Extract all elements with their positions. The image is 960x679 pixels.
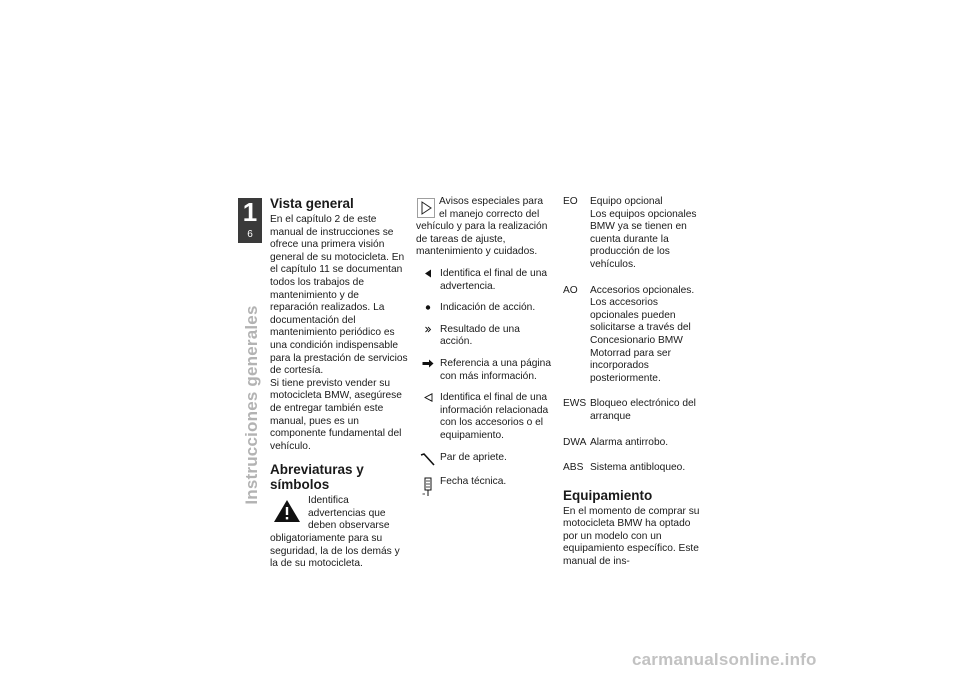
column-3 bbox=[563, 196, 705, 569]
column-2 bbox=[416, 196, 552, 506]
abbreviation-row bbox=[563, 285, 705, 386]
special-notice bbox=[416, 196, 552, 259]
abbreviation-row bbox=[563, 437, 705, 450]
abbreviation-key: DWA bbox=[563, 436, 587, 448]
symbol-description: Identifica el final de una información relacionada con los accesorios o el equipamiento. bbox=[440, 392, 549, 441]
chapter-side-title: Instrucciones generales bbox=[242, 305, 261, 505]
abbreviation-key: EWS bbox=[563, 398, 587, 410]
abbreviation-row bbox=[563, 462, 705, 475]
abbreviation-text: Bloqueo electrónico del arranque bbox=[590, 398, 696, 422]
page-number: 6 bbox=[247, 229, 253, 240]
symbol-description: Referencia a una página con más información. bbox=[440, 357, 552, 382]
abbreviation-row bbox=[563, 398, 705, 423]
chapter-tab bbox=[238, 198, 262, 243]
abbreviation-row bbox=[563, 196, 705, 272]
abbreviation-key: EO bbox=[563, 196, 578, 207]
technical-data-icon bbox=[416, 476, 440, 497]
end-of-accessory-icon bbox=[416, 392, 440, 442]
end-of-warning-icon bbox=[416, 268, 440, 293]
abbreviation-text: Alarma antirrobo. bbox=[590, 436, 669, 448]
heading-abbreviations: Abreviaturas y símbolos bbox=[270, 462, 364, 493]
abbreviation-key: AO bbox=[563, 284, 578, 296]
notice-triangle-icon bbox=[416, 197, 436, 219]
symbol-row bbox=[416, 324, 552, 349]
abbreviation-key: ABS bbox=[563, 462, 584, 474]
abbreviation-term: Equipo opcional Los equipos opcionales BMW ya se tienen en cuenta durante la producción de los vehículos. bbox=[590, 196, 697, 270]
heading-overview: Vista general bbox=[270, 196, 354, 211]
equipment-paragraph: En el momento de comprar su motocicleta BMW ha optado por un modelo con un equipamiento específico. Este manual de ins- bbox=[563, 505, 700, 568]
symbol-row bbox=[416, 358, 552, 383]
symbol-description: Fecha técnica. bbox=[440, 475, 507, 487]
result-icon bbox=[416, 324, 440, 349]
chapter-number: 1 bbox=[242, 197, 258, 227]
warning-text: Identifica advertencias que deben observarse obligatoriamente para su seguridad, la de los demás y la de su motocicleta. bbox=[270, 495, 400, 570]
symbol-description: Identifica el final de una advertencia. bbox=[440, 267, 548, 292]
symbol-row bbox=[416, 392, 552, 442]
symbol-row bbox=[416, 476, 552, 497]
symbol-description: Par de apriete. bbox=[440, 451, 507, 463]
overview-paragraph-2: Si tiene previsto vender su motocicleta BMW, asegúrese de entregar también este manual, pues es un componente fundamental del vehículo. bbox=[270, 377, 402, 452]
torque-wrench-icon bbox=[416, 452, 440, 467]
abbreviation-term: Accesorios opcionales. Los accesorios opcionales pueden solicitarse a través del Concesionario BMW Motorrad para ser incorporados posteriormente. bbox=[590, 284, 695, 384]
watermark: carmanualsonline.info bbox=[632, 650, 817, 669]
symbol-row bbox=[416, 452, 552, 467]
symbol-description: Indicación de acción. bbox=[440, 302, 536, 314]
action-bullet-icon bbox=[416, 302, 440, 315]
symbol-row bbox=[416, 302, 552, 315]
warning-triangle-icon bbox=[270, 497, 304, 525]
symbol-description: Resultado de una acción. bbox=[440, 323, 520, 348]
abbreviation-text: Sistema antibloqueo. bbox=[590, 462, 686, 474]
column-1 bbox=[270, 196, 408, 571]
symbol-row bbox=[416, 268, 552, 293]
page-reference-icon bbox=[416, 358, 440, 383]
notice-text: Avisos especiales para el manejo correcto del vehículo y para la realización de tareas de ajuste, mantenimiento y cuidados. bbox=[416, 196, 548, 258]
abbreviation-text bbox=[590, 196, 705, 272]
abbreviation-text bbox=[590, 285, 705, 386]
overview-paragraph-1: En el capítulo 2 de este manual de instrucciones se ofrece una primera visión general de su motocicleta. En el capítulo 11 se documentan todos los trabajos de mantenimiento y de reparación realizados. La documentación del mantenimiento periódico es una condición indispensable para la prestación de servicios de cortesía. bbox=[270, 214, 408, 377]
heading-equipment: Equipamiento bbox=[563, 487, 653, 503]
warning-note bbox=[270, 495, 408, 571]
